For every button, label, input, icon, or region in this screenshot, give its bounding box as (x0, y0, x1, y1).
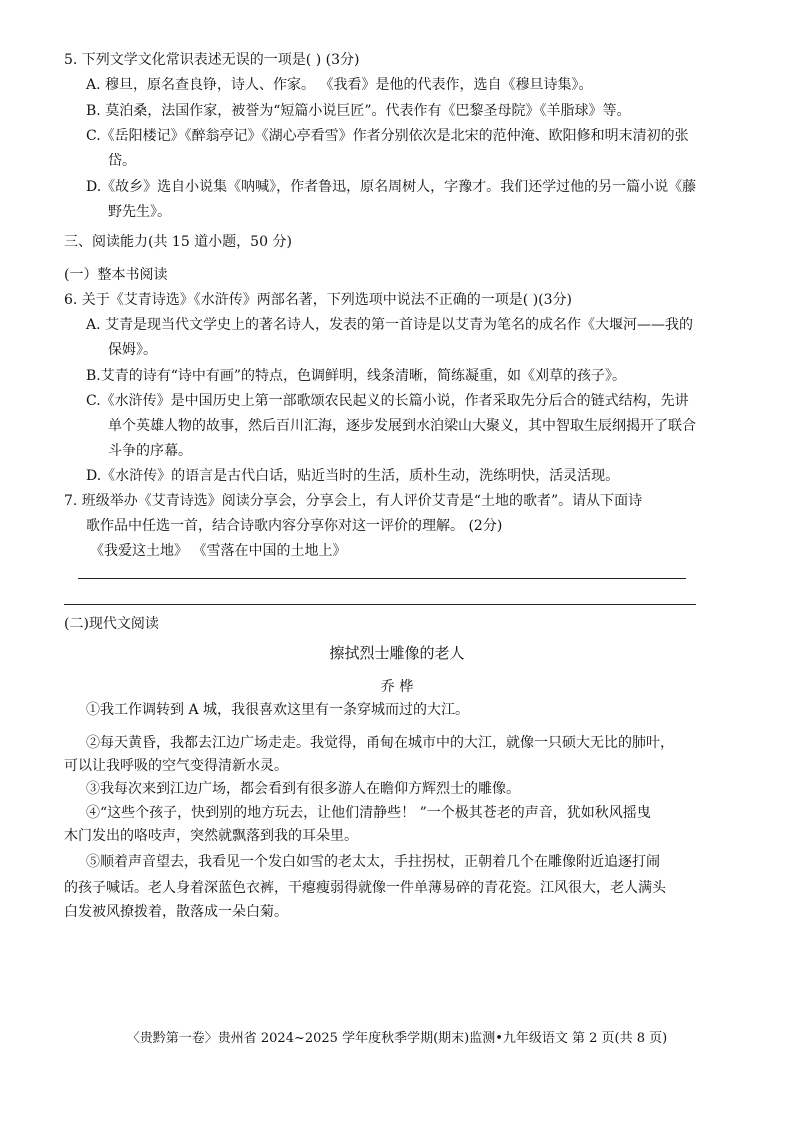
q7-stem-line1: 7. 班级举办《艾青诗选》阅读分享会，分享会上，有人评价艾青是“土地的歌者”。请从下面诗 (64, 493, 643, 509)
q5-option-d-line1: D.《故乡》选自小说集《呐喊》，作者鲁迅，原名周树人，字豫才。我们还学过他的另一篇小说《藤 (86, 179, 697, 195)
article-author: 乔 桦 (380, 679, 414, 695)
q6-option-a-line2: 保姆》。 (108, 342, 157, 358)
q5-option-a: A. 穆旦，原名查良铮，诗人、作家。 《我看》是他的代表作，选自《穆旦诗集》。 (86, 77, 593, 93)
article-paragraph-5-line2: 的孩子喊话。老人身着深蓝色衣裤，干瘪瘦弱得就像一件单薄易碎的青花瓷。江风很大，老人满头 (64, 880, 666, 896)
q7-poem-choices: 《我爱这土地》 《雪落在中国的土地上》 (90, 543, 347, 559)
article-paragraph-4-line1: ④“这些个孩子，快到别的地方玩去，让他们清静些！ ”一个极其苍老的声音，犹如秋风摇曳 (86, 805, 651, 821)
q6-option-c-line3: 斗争的序幕。 (108, 443, 192, 459)
q5-option-d-line2: 野先生》。 (108, 204, 171, 220)
q6-option-a-line1: A. 艾青是现当代文学史上的著名诗人，发表的第一首诗是以艾青为笔名的成名作《大堰河——我的 (86, 317, 694, 333)
section-heading: 三、阅读能力(共 15 道小题，50 分) (64, 234, 292, 250)
article-paragraph-5-line1: ⑤顺着声音望去，我看见一个发白如雪的老太太，手拄拐杖，正朝着几个在雕像附近追逐打闹 (86, 854, 660, 870)
q6-stem: 6. 关于《艾青诗选》《水浒传》两部名著，下列选项中说法不正确的一项是( )(3分) (64, 292, 573, 308)
q5-option-c-line1: C.《岳阳楼记》《醉翁亭记》《湖心亭看雪》作者分别依次是北宋的范仲淹、欧阳修和明末清初的张 (86, 128, 689, 144)
q6-option-b: B.艾青的诗有“诗中有画”的特点，色调鲜明，线条清晰，简练凝重，如《刈草的孩子》。 (86, 368, 627, 384)
q5-stem: 5. 下列文学文化常识表述无误的一项是( ) (3分) (64, 52, 360, 68)
article-paragraph-4-line2: 木门发出的咯吱声，突然就飘落到我的耳朵里。 (64, 828, 358, 844)
page-footer: 〈贵黔第一卷〉贵州省 2024~2025 学年度秋季学期(期末)监测•九年级语文 第 2 页(共 8 页) (126, 1031, 668, 1046)
q6-option-c-line1: C.《水浒传》是中国历史上第一部歌颂农民起义的长篇小说，作者采取先分后合的链式结构，先讲 (86, 393, 689, 409)
answer-line-1[interactable] (78, 578, 686, 579)
article-paragraph-3: ③我每次来到江边广场，都会看到有很多游人在瞻仰方辉烈士的雕像。 (86, 781, 520, 797)
q6-option-c-line2: 单个英雄人物的故事，然后百川汇海，逐步发展到水泊梁山大聚义，其中智取生辰纲揭开了联合 (108, 418, 696, 434)
part-heading-modern-reading: (二)现代文阅读 (64, 616, 159, 632)
article-paragraph-2-line1: ②每天黄昏，我都去江边广场走走。我觉得，甬甸在城市中的大江，就像一只硕大无比的肺叶， (86, 735, 674, 751)
article-title: 擦拭烈士雕像的老人 (329, 644, 465, 662)
article-paragraph-1: ①我工作调转到 A 城，我很喜欢这里有一条穿城而过的大江。 (86, 702, 470, 718)
article-paragraph-2-line2: 可以让我呼吸的空气变得清新水灵。 (64, 758, 288, 774)
article-paragraph-5-line3: 白发被风撩拨着，散落成一朵白菊。 (64, 904, 288, 920)
q7-stem-line2: 歌作品中任选一首，结合诗歌内容分享你对这一评价的理解。 (2分) (86, 518, 503, 534)
q5-option-c-line2: 岱。 (108, 153, 136, 169)
part-heading-whole-book: (一）整本书阅读 (64, 267, 168, 283)
q5-option-b: B. 莫泊桑，法国作家，被誉为“短篇小说巨匠”。代表作有《巴黎圣母院》《羊脂球》等。 (86, 103, 631, 119)
q6-option-d: D.《水浒传》的语言是古代白话，贴近当时的生活，质朴生动，洗练明快，活灵活现。 (86, 468, 620, 484)
answer-line-2[interactable] (64, 604, 696, 605)
